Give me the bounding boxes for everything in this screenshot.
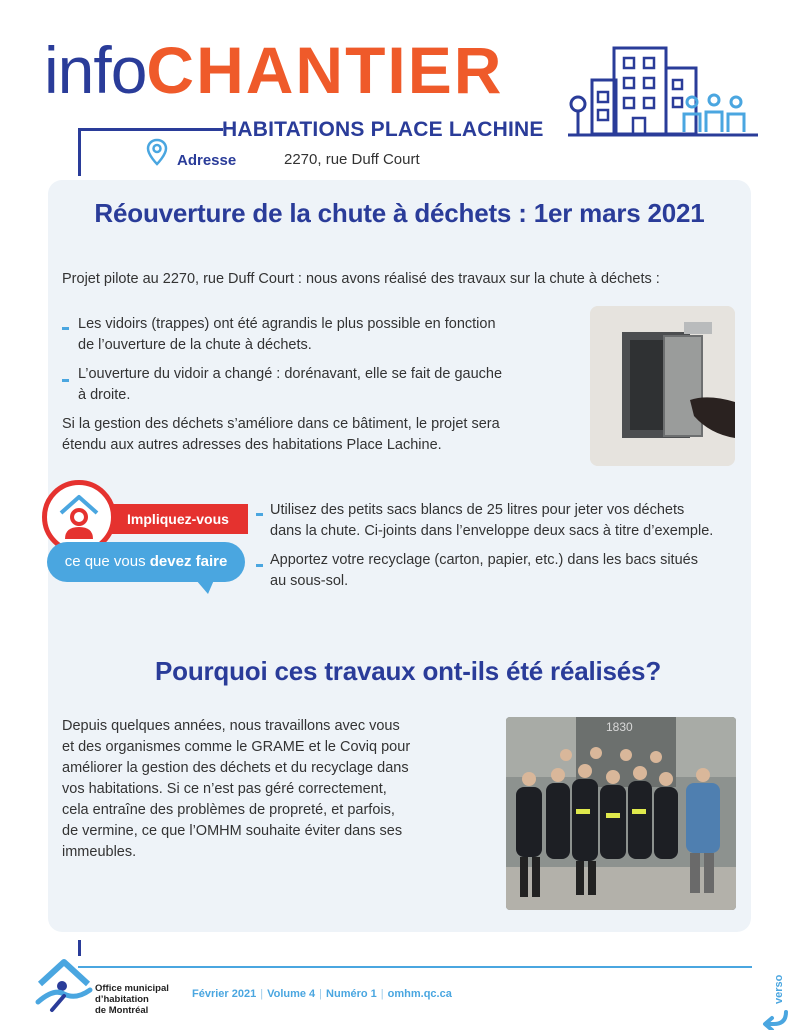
why-paragraph: Depuis quelques années, nous travaillons avec vous et des organismes comme le GRAME et le Coviq pour améliorer la gestion des déchets et du recyclage dans vos habitations. Si ce n’est pas géré correctement, cela entraîne des problèmes de propreté, et parfois, de vermine, ce que l’OMHM souhaite éviter dans ses immeubles. — [62, 718, 411, 860]
person-house-icon — [47, 485, 111, 549]
brand-info-text: info — [44, 33, 147, 107]
address-value: 2270, rue Duff Court — [284, 151, 420, 168]
intro-text: Projet pilote au 2270, rue Duff Court : nous avons réalisé des travaux sur la chute à déchets : — [62, 271, 660, 287]
bullet-item: Apportez votre recyclage (carton, papier, etc.) dans les bacs situés au sous-sol. — [270, 552, 698, 589]
header-rule-horizontal — [78, 128, 223, 131]
involve-pill-tail — [196, 580, 214, 594]
involve-pill: ce que vous devez faire — [47, 542, 245, 582]
omhm-logo-icon — [34, 954, 94, 1014]
location-pin-icon — [146, 138, 168, 166]
brand-chantier-text: CHANTIER — [146, 33, 504, 107]
bullet-dash — [62, 327, 69, 330]
bullet-item: L’ouverture du vidoir a changé : dorénavant, elle se fait de gauche à droite. — [78, 366, 503, 403]
address-label: Adresse — [177, 152, 237, 169]
extension-paragraph: Si la gestion des déchets s’améliore dans ce bâtiment, le projet sera étendu aux autres adresses des habitations Place Lachine. — [62, 416, 500, 453]
bullet-dash — [256, 513, 263, 516]
footer-website-link[interactable]: omhm.qc.ca — [387, 988, 452, 1000]
verso-turn-page-icon[interactable] — [752, 960, 796, 1030]
footer-rule — [78, 966, 752, 968]
bullet-item: Utilisez des petits sacs blancs de 25 litres pour jeter vos déchets dans la chute. Ci-joints dans l’enveloppe deux sacs à titre d’exemple. — [270, 502, 714, 539]
footer-separator: | — [319, 988, 323, 1000]
footer-organization: Office municipal d’habitation de Montréal — [95, 983, 169, 1016]
garbage-chute-photo — [590, 306, 735, 466]
bullet-item: Les vidoirs (trappes) ont été agrandis le plus possible en fonction de l’ouverture de la chute à déchets. — [78, 316, 496, 353]
project-subtitle: HABITATIONS PLACE LACHINE — [222, 118, 544, 141]
involve-badge-label: Impliquez-vous — [108, 504, 248, 534]
group-photo — [506, 717, 736, 910]
footer-separator: | — [380, 988, 384, 1000]
verso-label: verso — [773, 974, 785, 1004]
footer-number: Numéro 1 — [326, 988, 377, 1000]
building-number-text: 1830 — [606, 720, 633, 734]
footer-date: Février 2021 — [192, 988, 257, 1000]
header-rule-vertical — [78, 128, 81, 176]
bullet-dash — [62, 379, 69, 382]
footer-separator: | — [260, 988, 264, 1000]
section-title-why: Pourquoi ces travaux ont-ils été réalisés? — [155, 656, 662, 686]
bullet-dash — [256, 564, 263, 567]
buildings-illustration-icon — [568, 40, 758, 138]
footer-meta — [192, 988, 452, 1000]
brand-logo — [44, 30, 503, 110]
footer-volume: Volume 4 — [267, 988, 316, 1000]
section-title-reopening: Réouverture de la chute à déchets : 1er mars 2021 — [94, 198, 705, 228]
